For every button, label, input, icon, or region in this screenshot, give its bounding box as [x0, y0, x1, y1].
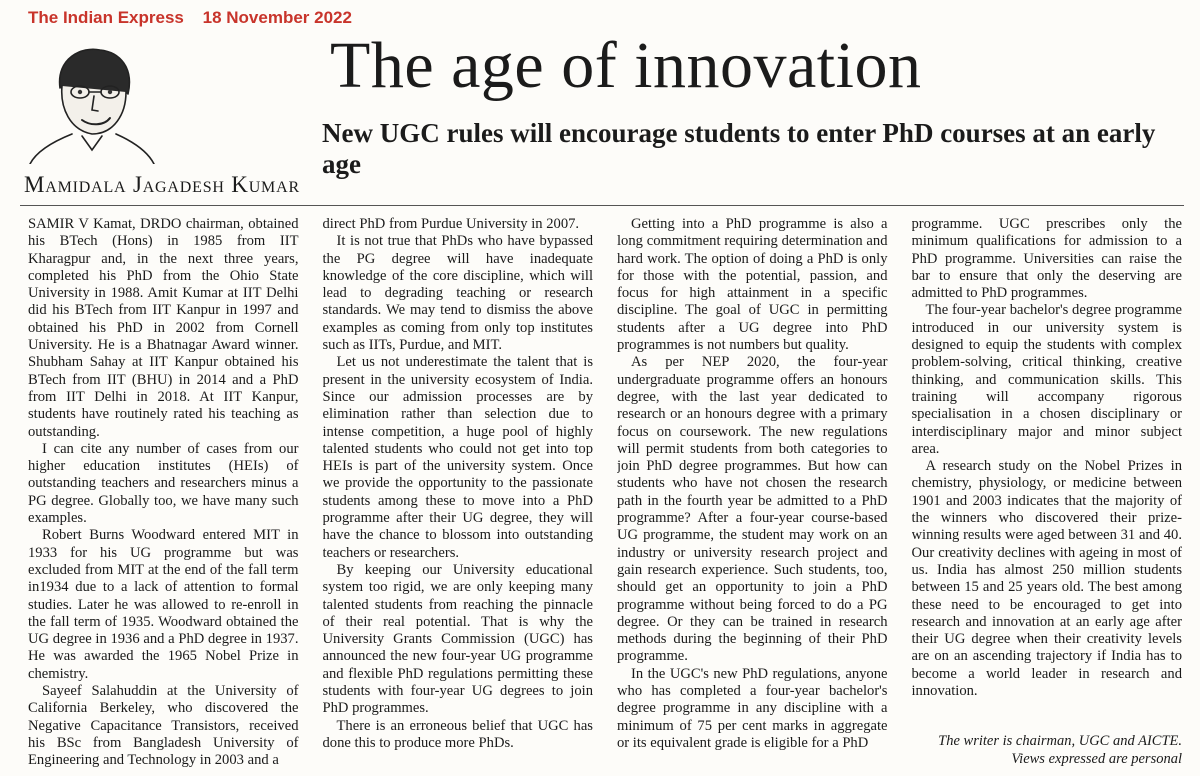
author-note-line: Views expressed are personal — [1011, 751, 1182, 767]
paragraph: As per NEP 2020, the four-year undergraduate programme offers an honours degree, with the last year dedicated to research or an honours degree with a primary focus on coursework. The new regulations will permit students from both categories to join PhD degree programmes. But how can students who have not chosen the research path in the fourth year be admitted to a PhD programme? After a four-year course-based UG programme, the student may work on an industry or university research project and gain research experience. Such students, too, should get an opportunity to join a PhD programme without being forced to do a PG degree. Or they can be trained in research methods during the beginning of their PhD programme. — [617, 354, 888, 665]
paragraph: I can cite any number of cases from our higher education institutes (HEIs) of outstanding teachers and researchers minus a PG degree. Globally too, we have many such examples. — [28, 440, 299, 527]
article-subhead: New UGC rules will encourage students to enter PhD courses at an early age — [322, 118, 1156, 179]
header-divider — [20, 205, 1184, 206]
publication-name: The Indian Express — [28, 8, 184, 27]
paragraph: programme. UGC prescribes only the minimum qualifications for admission to a PhD programme. Universities can raise the bar to ensure that only the deserving are admitted to PhD programmes. — [911, 216, 1182, 302]
article-headline: The age of innovation — [330, 29, 922, 102]
masthead — [28, 8, 352, 28]
paragraph: Getting into a PhD programme is also a long commitment requiring determination and hard work. The option of doing a PhD is only for those with the potential, passion, and focus for high attainment in a specific discipline. The goal of UGC in permitting students after a UG degree into PhD programmes is not numbers but quality. — [617, 216, 888, 354]
author-note-line: The writer is chairman, UGC and AICTE. — [938, 733, 1182, 749]
paragraph: There is an erroneous belief that UGC has done this to produce more PhDs. — [322, 717, 593, 751]
paragraph: By keeping our University educational system too rigid, we are only keeping many talented students from reaching the pinnacle of their real potential. That is why the University Grants Commission (UGC) has announced the new four-year UG programme and flexible PhD regulations permitting these students with four-year UG degrees to join PhD programmes. — [322, 561, 593, 717]
article-body — [28, 216, 1182, 776]
paragraph: direct PhD from Purdue University in 2007. — [322, 216, 580, 232]
paragraph: A research study on the Nobel Prizes in chemistry, physiology, or medicine between 1901 and 2003 indicates that the majority of the winners who discovered their prize-winning results were aged between 31 and 40. Our creativity declines with ageing in most of us. India has almost 250 million students between 15 and 25 years old. The best among these need to be encouraged to get into research and innovation at an early age after their UG degree when their creativity levels are on an ascending trajectory if India has to become a world leader in research and innovation. — [911, 458, 1182, 700]
paragraph: The four-year bachelor's degree programme introduced in our university system is designed to equip the students with complex problem-solving, critical thinking, creative thinking, and communication skills. This training will accompany rigorous specialisation in a chosen disciplinary or interdisciplinary major and minor subject area. — [911, 302, 1182, 457]
paragraph: It is not true that PhDs who have bypassed the PG degree will have inadequate knowledge of the core discipline, which will lead to degrading teaching or research standards. We may tend to dismiss the above examples as coming from only top institutes such as IITs, Purdue, and MIT. — [322, 233, 593, 354]
author-note — [882, 732, 1182, 768]
paragraph: In the UGC's new PhD regulations, anyone who has completed a four-year bachelor's degree programme in any discipline with a minimum of 75 per cent marks in aggregate or its equivalent grade is eligible for a PhD — [617, 665, 888, 751]
author-portrait-sketch — [22, 38, 160, 164]
column-2 — [323, 216, 594, 776]
column-1 — [28, 216, 299, 776]
author-byline: Mamidala Jagadesh Kumar — [24, 172, 300, 197]
paragraph: SAMIR V Kamat, DRDO chairman, obtained his BTech (Hons) in 1985 from IIT Kharagpur and, in the next three years, completed his PhD from the Ohio State University in 1988. Amit Kumar at IIT Delhi did his BTech from IIT Kanpur in 1997 and obtained his PhD in 2002 from Cornell University. He is a Bhatnagar Award winner. Shubham Sahay at IIT Kanpur obtained his BTech from IIT (BHU) in 2014 and a PhD from IIT Delhi in 2018. At IIT Kanpur, students have routinely rated his teaching as outstanding. — [28, 216, 299, 440]
paragraph: Let us not underestimate the talent that is present in the university ecosystem of India. Since our admission processes are by elimination rather than selection due to intense competition, a huge pool of highly talented students who could not get into top HEIs is part of the university system. Once we provide the opportunity to the passionate students among these to move into a PhD programme after their UG degree, they will have the chance to blossom into outstanding teachers or researchers. — [322, 354, 593, 561]
paragraph: Robert Burns Woodward entered MIT in 1933 for his UG programme but was excluded from MIT at the end of the fall term in1934 due to a lack of attention to formal studies. Later he was allowed to re-enroll in the fall term of 1935. Woodward obtained the UG degree in 1936 and a PhD degree in 1937. He was awarded the 1965 Nobel Prize in chemistry. — [28, 527, 299, 682]
publication-date: 18 November 2022 — [202, 8, 352, 27]
column-4 — [912, 216, 1183, 776]
column-3 — [617, 216, 888, 776]
paragraph: Sayeef Salahuddin at the University of California Berkeley, who discovered the Negative Capacitance Transistors, received his BSc from Bangladesh University of Engineering and Technology in 2003 and a — [28, 683, 299, 769]
